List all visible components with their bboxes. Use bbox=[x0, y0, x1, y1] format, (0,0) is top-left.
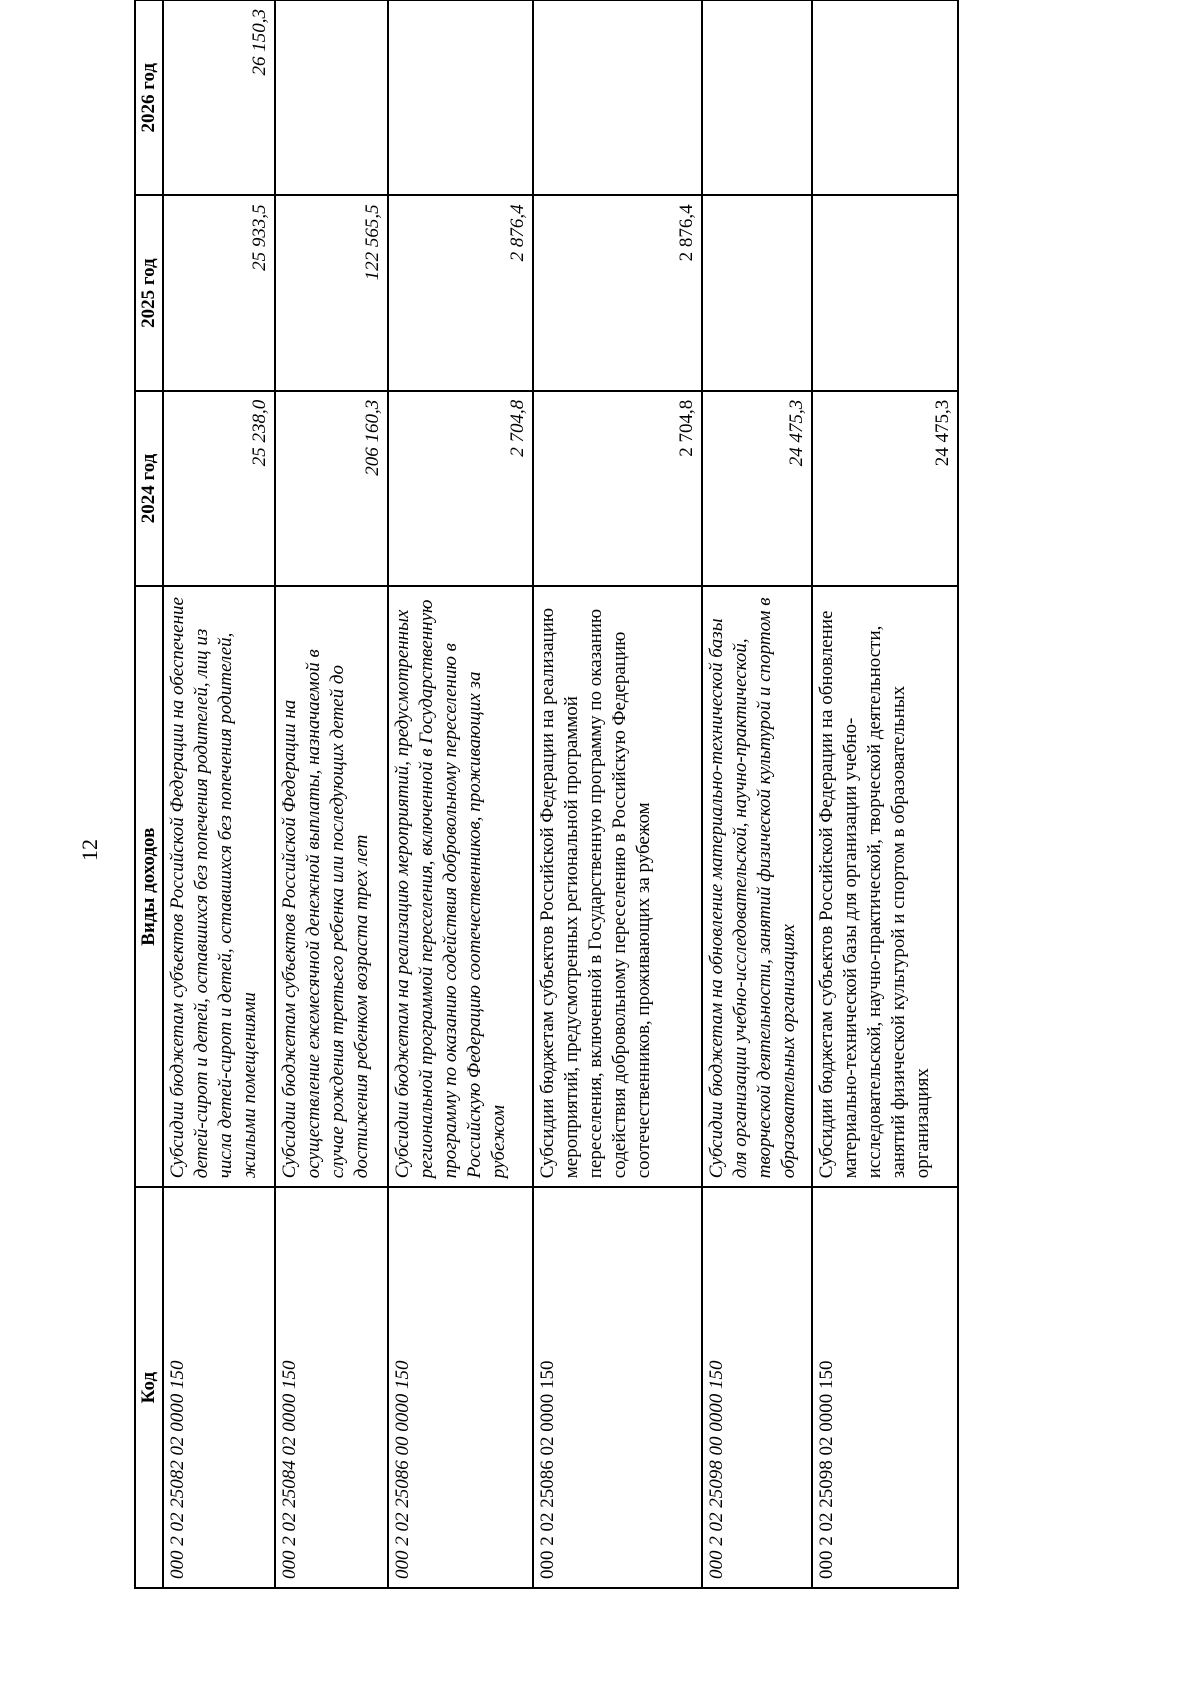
row-value-2025: 2 876,4 bbox=[533, 195, 702, 390]
row-value-2024: 206 160,3 bbox=[275, 391, 387, 586]
row-value-2026 bbox=[275, 0, 387, 195]
header-2026: 2026 год bbox=[135, 0, 163, 195]
table-header-row bbox=[135, 0, 163, 1588]
page-number: 12 bbox=[77, 839, 102, 861]
row-description: Субсидии бюджетам субъектов Российской Федерации на обеспечение детей-сирот и детей, оставшихся без попечения родителей, лиц из числа детей-сирот и детей, оставшихся без попечения родителей, жилыми помещениями bbox=[163, 586, 275, 1187]
row-value-2026 bbox=[533, 0, 702, 195]
row-value-2024: 2 704,8 bbox=[388, 391, 534, 586]
revenue-table-rotated bbox=[134, 0, 959, 1589]
row-value-2024: 2 704,8 bbox=[533, 391, 702, 586]
header-2025: 2025 год bbox=[135, 195, 163, 390]
row-description: Субсидии бюджетам на реализацию мероприятий, предусмотренных региональной программой переселения, включенной в Государственную программу по оказанию содействия добровольному переселению в Российскую Федерацию соотечественников, проживающих за рубежом bbox=[388, 586, 534, 1187]
row-value-2025 bbox=[812, 195, 958, 390]
row-description: Субсидии бюджетам субъектов Российской Федерации на обновление материально-технической базы для организации учебно-исследовательской, научно-практической, творческой деятельности, занятий физической культурой и спортом в образовательных организациях bbox=[812, 586, 958, 1187]
row-description: Субсидии бюджетам на обновление материально-технической базы для организации учебно-исследовательской, научно-практической, творческой деятельности, занятий физической культурой и спортом в образовательных организациях bbox=[702, 586, 812, 1187]
row-code: 000 2 02 25098 02 0000 150 bbox=[812, 1187, 958, 1588]
row-code: 000 2 02 25086 00 0000 150 bbox=[388, 1187, 534, 1588]
header-code: Код bbox=[135, 1187, 163, 1588]
row-code: 000 2 02 25084 02 0000 150 bbox=[275, 1187, 387, 1588]
table-row bbox=[275, 0, 387, 1588]
row-value-2024: 24 475,3 bbox=[812, 391, 958, 586]
table-row bbox=[533, 0, 702, 1588]
row-value-2026 bbox=[702, 0, 812, 195]
table-row bbox=[163, 0, 275, 1588]
table-row bbox=[388, 0, 534, 1588]
row-value-2025: 2 876,4 bbox=[388, 195, 534, 390]
table-row bbox=[702, 0, 812, 1588]
row-value-2024: 25 238,0 bbox=[163, 391, 275, 586]
table-row bbox=[812, 0, 958, 1588]
revenue-table bbox=[134, 0, 959, 1589]
row-value-2026 bbox=[388, 0, 534, 195]
row-value-2026 bbox=[812, 0, 958, 195]
row-value-2024: 24 475,3 bbox=[702, 391, 812, 586]
row-value-2026: 26 150,3 bbox=[163, 0, 275, 195]
row-description: Субсидии бюджетам субъектов Российской Федерации на реализацию мероприятий, предусмотренных региональной программой переселения, включенной в Государственную программу по оказанию содействия добровольному переселению в Российскую Федерацию соотечественников, проживающих за рубежом bbox=[533, 586, 702, 1187]
header-description: Виды доходов bbox=[135, 586, 163, 1187]
row-value-2025 bbox=[702, 195, 812, 390]
row-description: Субсидии бюджетам субъектов Российской Федерации на осуществление ежемесячной денежной выплаты, назначаемой в случае рождения третьего ребенка или последующих детей до достижения ребенком возраста трех лет bbox=[275, 586, 387, 1187]
header-2024: 2024 год bbox=[135, 391, 163, 586]
row-code: 000 2 02 25098 00 0000 150 bbox=[702, 1187, 812, 1588]
row-value-2025: 25 933,5 bbox=[163, 195, 275, 390]
row-code: 000 2 02 25082 02 0000 150 bbox=[163, 1187, 275, 1588]
row-value-2025: 122 565,5 bbox=[275, 195, 387, 390]
row-code: 000 2 02 25086 02 0000 150 bbox=[533, 1187, 702, 1588]
